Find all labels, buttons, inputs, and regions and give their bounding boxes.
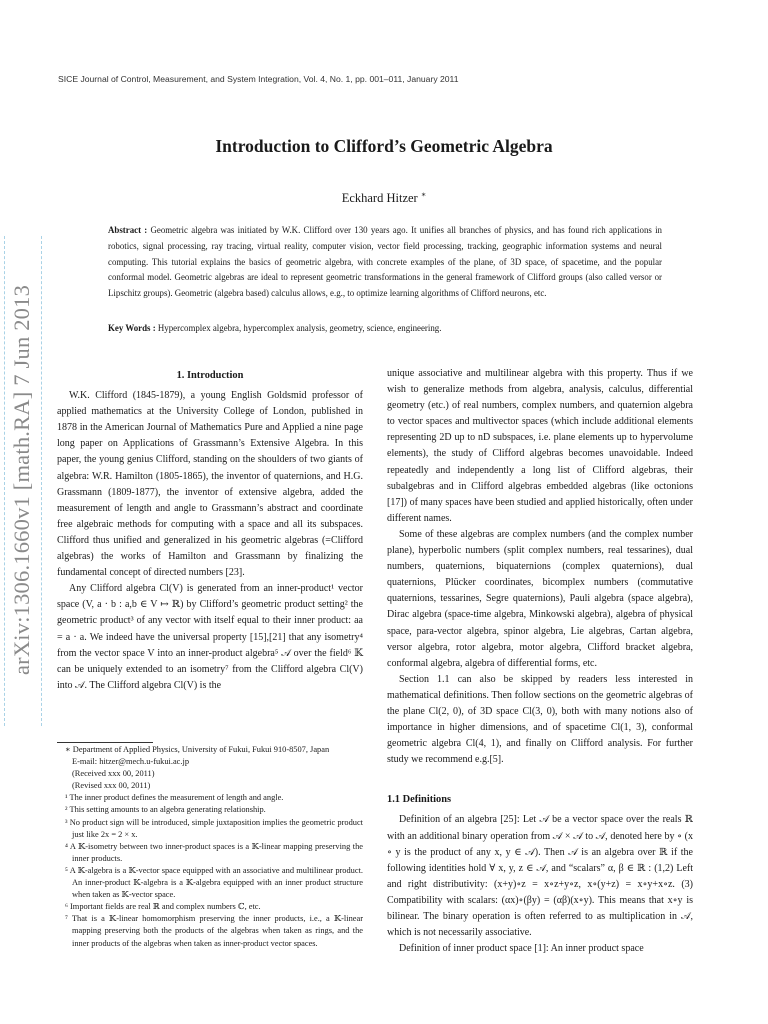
abstract-text: Geometric algebra was initiated by W.K. Clifford over 130 years ago. It unifies all branches of physics, and has found rich applications in robotics, signal processing, ray tracing, virtual reality, computer vision, vector field processing, tracking, geographic information systems and neural computing. This tutorial explains the basics of geometric algebra, with concrete examples of the plane, of 3D space, of spacetime, and the popular conformal model. Geometric algebras are ideal to represent geometric transformations in the general framework of Clifford groups (also called versor or Lipschitz groups). Geometric (algebra based) calculus allows, e.g., to optimize learning algorithms of Clifford neurons, etc.: [108, 225, 662, 299]
footnote: ⁴ A 𝕂-isometry between two inner-product spaces is a 𝕂-linear mapping preserving the inner products.: [65, 841, 363, 863]
paragraph: unique associative and multilinear algebra with this property. Thus if we wish to generalize methods from algebra, analysis, calculus, differential geometry (etc.) of real numbers, complex numbers, and quaternion algebra to vector spaces and multivector spaces (which include additional elements representing 2D up to nD subspaces, i.e. plane elements up to hypervolume elements), the study of Clifford algebras becomes unavoidable. Indeed repeatedly and independently a long list of Clifford algebras, their subalgebras and in Clifford algebras embedded algebras (like octonions [17]) of many spaces have been studied and applied historically, often under different names.: [387, 368, 693, 524]
abstract-label: Abstract :: [108, 225, 148, 235]
paper-title: Introduction to Clifford’s Geometric Algebra: [215, 136, 553, 156]
paragraph: W.K. Clifford (1845-1879), a young English Goldsmid professor of applied mathematics at the University College of London, published in 1878 in the American Journal of Mathematics Pure and Applied a nine page long paper on Applications of Grassmann’s Extensive Algebra. In this paper, the young genius Clifford, standing on the shoulders of two giants of algebra: W.R. Hamilton (1805-1865), the inventor of quaternions, and H.G. Grassmann (1809-1877), the inventor of extensive algebra, added the measurement of length and angle to Grassmann’s abstract and coordinate free algebraic methods for computing with a space and all its subspaces. Clifford thus unified and generalized in his geometric algebras (=Clifford algebras) the works of Hamilton and Grassmann by finalizing the fundamental concept of directed numbers [23].: [57, 390, 363, 579]
footnote-revised: (Revised xxx 00, 2011): [72, 781, 151, 791]
paragraph: Definition of an algebra [25]: Let 𝒜 be a vector space over the reals ℝ with an additional binary operation from 𝒜 × 𝒜 to 𝒜, denoted here by ∘ (x ∘ y is the product of any x, y ∈ 𝒜). Then 𝒜 is an algebra over ℝ if the following identities hold ∀ x, y, z ∈ 𝒜, and “scalars” α, β ∈ ℝ : (1,2) Left and right distributivity: (x+y)∘z = x∘z+y∘z, x∘(y+z) = x∘y+x∘z. (3) Compatibility with scalars: (αx)∘(βy) = (αβ)(x∘y). This means that x∘y is bilinear. The binary operation is often referred to as multiplication in 𝒜, which is not necessarily associative.: [387, 814, 693, 939]
abstract: [108, 223, 662, 302]
footnote: ⁵ A 𝕂-algebra is a 𝕂-vector space equipped with an associative and multilinear product. An inner-product 𝕂-algebra is a 𝕂-algebra equipped with an inner product structure when taken as 𝕂-vector space.: [65, 865, 363, 900]
footnote: ⁷ That is a 𝕂-linear homomorphism preserving the inner products, i.e., a 𝕂-linear mapping preserving both the products of the algebras when taken as rings, and the inner products of the algebras when taken as inner-product vector spaces.: [65, 914, 363, 948]
subsection-heading: 1.1 Definitions: [387, 794, 452, 806]
author-line: [0, 190, 768, 206]
footnotes: [57, 744, 363, 950]
footnote-email: E-mail: hitzer@mech.u-fukui.ac.jp: [72, 757, 190, 767]
paragraph: Definition of inner product space [1]: An inner product space: [399, 943, 644, 955]
left-column: [57, 366, 363, 694]
footnote-rule: [57, 742, 153, 743]
paragraph: Section 1.1 can also be skipped by readers less interested in mathematical definitions. Then follow sections on the geometric algebras of the plane Cl(2, 0), of 3D space Cl(3, 0), both with many notions also of importance in higher dimensions, and of spacetime Cl(1, 3), conformal geometric algebra Cl(4, 1), and finally on Clifford analysis. For further study we recommend e.g.[5].: [387, 673, 693, 766]
section-heading: 1. Introduction: [176, 370, 244, 381]
arxiv-stamp[interactable]: arXiv:1306.1660v1 [math.RA] 7 Jun 2013: [9, 284, 34, 676]
footnote: ² This setting amounts to an algebra generating relationship.: [65, 805, 266, 815]
paragraph: Some of these algebras are complex numbers (and the complex number plane), hyperbolic numbers (split complex numbers, real tessarines), dual numbers, quaternions, biquaternions (complex quaternions), dual quaternions, Plücker coordinates, bicomplex numbers (commutative quaternions, tessarines, Segre quaternions), Pauli algebra (space algebra), Dirac algebra (space-time algebra, Minkowski algebra), algebra of physical space, para-vector algebra, spinor algebra, Lie algebras, Cartan algebra, versor algebra, rotor algebra, motor algebra, Clifford bracket algebra, conformal algebra, algebra of differential forms, etc.: [387, 528, 693, 669]
footnote-received: (Received xxx 00, 2011): [72, 769, 155, 779]
footnote-affiliation: ∗ Department of Applied Physics, University of Fukui, Fukui 910-8507, Japan E-mail: hitzer@mech.u-fukui.ac.jp (Received xxx 00, 2011) (Revised xxx 00, 2011): [57, 744, 363, 792]
running-head: SICE Journal of Control, Measurement, and System Integration, Vol. 4, No. 1, pp. 001–011, January 2011: [58, 74, 459, 84]
footnote: ³ No product sign will be introduced, simple juxtaposition implies the geometric product just like 2x = 2 × x.: [65, 817, 363, 839]
paragraph: Any Clifford algebra Cl(V) is generated from an inner-product¹ vector space (V, a · b : a,b ∈ V ↦ ℝ) by Clifford’s geometric product setting² the geometric product³ of any vector with itself equal to their inner product: aa = a · a. We indeed have the universal property [15],[21] that any isometry⁴ from the vector space V into an inner-product algebra⁵ 𝒜 over the field⁶ 𝕂 can be uniquely extended to an isometry⁷ from the Clifford algebra Cl(V) into 𝒜. The Clifford algebra Cl(V) is the: [57, 583, 363, 691]
right-column: [387, 366, 693, 957]
keywords: [108, 321, 662, 336]
keywords-text: Hypercomplex algebra, hypercomplex analysis, geometry, science, engineering.: [157, 323, 442, 333]
footnote: ¹ The inner product defines the measurement of length and angle.: [65, 793, 284, 803]
author-affiliation-marker: ∗: [420, 190, 427, 199]
author-name: Eckhard Hitzer: [341, 191, 418, 206]
footnote: ⁶ Important fields are real ℝ and complex numbers ℂ, etc.: [65, 902, 261, 912]
keywords-label: Key Words :: [108, 323, 156, 333]
